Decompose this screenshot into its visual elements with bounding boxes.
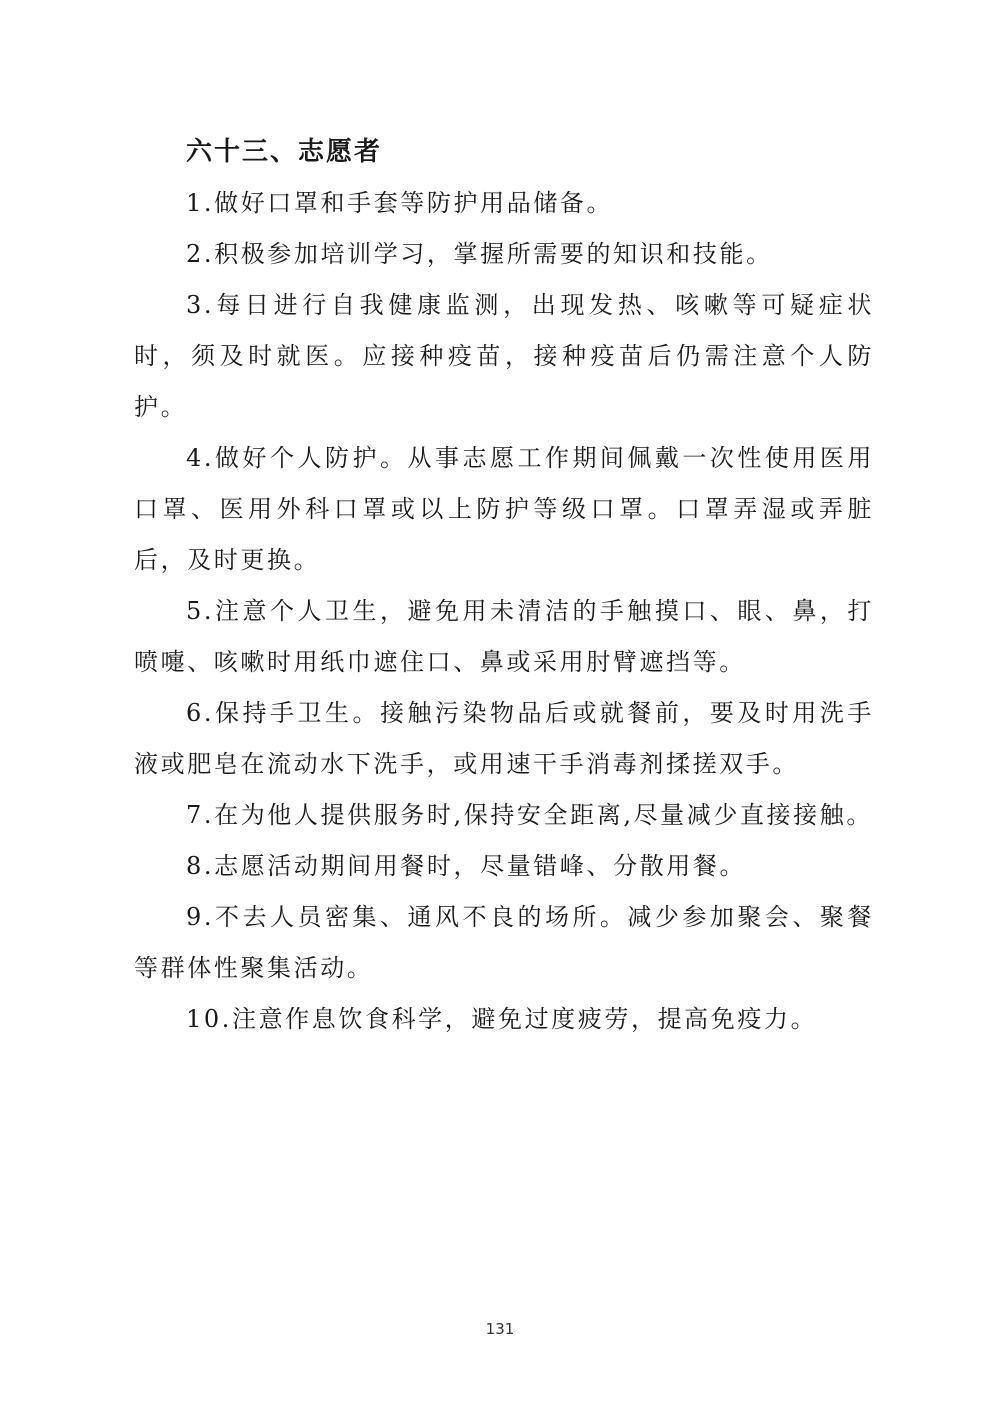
page-number: 131 (485, 1320, 515, 1338)
list-item-5: 5.注意个人卫生，避免用未清洁的手触摸口、眼、鼻，打喷嚏、咳嗽时用纸巾遮住口、鼻或采用肘臂遮挡等。 (134, 597, 874, 676)
list-item-6: 6.保持手卫生。接触污染物品后或就餐前，要及时用洗手液或肥皂在流动水下洗手，或用速干手消毒剂揉搓双手。 (134, 699, 874, 778)
list-item-2: 2.积极参加培训学习，掌握所需要的知识和技能。 (186, 240, 773, 268)
page-content (134, 126, 874, 1045)
list-item-1: 1.做好口罩和手套等防护用品储备。 (186, 189, 614, 217)
list-item-3: 3.每日进行自我健康监测，出现发热、咳嗽等可疑症状时，须及时就医。应接种疫苗，接种疫苗后仍需注意个人防护。 (134, 291, 874, 421)
section-heading: 六十三、志愿者 (186, 137, 383, 167)
list-item-7: 7.在为他人提供服务时,保持安全距离,尽量减少直接接触。 (186, 801, 873, 829)
list-item-9: 9.不去人员密集、通风不良的场所。减少参加聚会、聚餐等群体性聚集活动。 (134, 903, 874, 982)
list-item-10: 10.注意作息饮食科学，避免过度疲劳，提高免疫力。 (186, 1005, 818, 1033)
list-item-4: 4.做好个人防护。从事志愿工作期间佩戴一次性使用医用口罩、医用外科口罩或以上防护等级口罩。口罩弄湿或弄脏后，及时更换。 (134, 444, 874, 574)
list-item-8: 8.志愿活动期间用餐时，尽量错峰、分散用餐。 (186, 852, 747, 880)
